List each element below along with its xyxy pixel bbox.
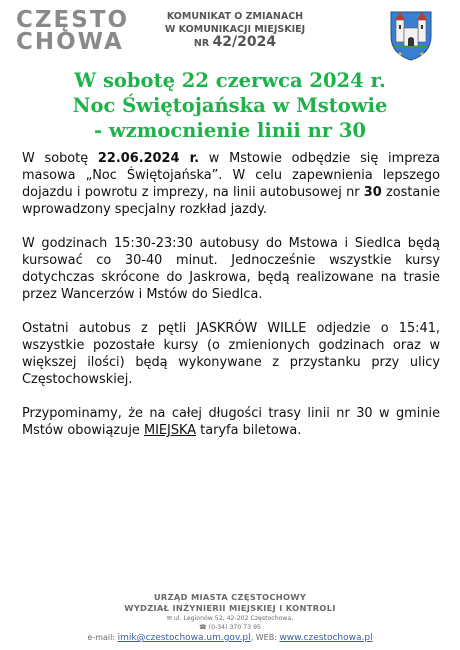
paragraph-3: Ostatni autobus z pętli JASKRÓW WILLE odjedzie o 15:41, wszystkie pozostałe kursy (o zmienionych godzinach oraz w większej ilości) będą wykonywane z przystanku przy ulicy Częstochowskiej. [22, 321, 440, 387]
notice-line-1: KOMUNIKAT O ZMIANACH [166, 11, 304, 22]
title-line-3: - wzmocnienie linii nr 30 [93, 119, 366, 142]
footer-department: WYDZIAŁ INŻYNIERII MIEJSKIEJ I KONTROLI [124, 603, 336, 613]
p1-text-b: w Mstowie odbędzie się impreza masowa „Noc Świętojańska”. W celu zapewnienia lepszego dojazdu i powrotu z imprezy, na linii autobusowej nr [22, 151, 440, 200]
tariff-name: MIEJSKA [143, 423, 197, 438]
p4-text-a: Przypominamy, że na całej długości trasy linii nr 30 w gminie Mstów obowiązuje [22, 406, 440, 438]
announcement-title [20, 68, 440, 143]
logo-line-1: CZĘSTO [16, 7, 130, 33]
p1-text-c: zostanie wprowadzony specjalny rozkład jazdy. [22, 185, 441, 217]
notice-nr-prefix: NR [193, 38, 210, 49]
notice-number: 42/2024 [212, 34, 277, 50]
city-logo [16, 8, 141, 54]
p4-text-b: taryfa biletowa. [196, 423, 302, 438]
email-label: e-mail: [87, 633, 118, 642]
footer-office: URZĄD MIASTA CZĘSTOCHOWY [153, 592, 307, 602]
paragraph-2: W godzinach 15:30-23:30 autobusy do Mstowa i Siedlca będą kursować co 30-40 minut. Jednocześnie wszystkie kursy dotychczas skrócone do Jaskrowa, będą realizowane na trasie przez Wancerzów i Mstów do Siedlca. [22, 236, 440, 302]
footer-phone: ☎ (0-34) 370 73 95 [198, 624, 261, 631]
website-link[interactable]: www.czestochowa.pl [279, 633, 373, 643]
footer [40, 592, 420, 644]
notice-header [155, 10, 315, 50]
notice-number-row [155, 36, 315, 50]
footer-contact [40, 632, 420, 644]
line-number: 30 [363, 185, 382, 200]
coat-of-arms-icon [388, 6, 434, 62]
web-label: , WEB: [250, 633, 280, 642]
email-link[interactable]: imik@czestochowa.um.gov.pl [117, 633, 251, 643]
announcement-body [22, 150, 440, 456]
title-line-2: Noc Świętojańska w Mstowie [72, 94, 388, 117]
paragraph-1 [22, 150, 440, 218]
footer-address: ✉ ul. Legionów 52, 42-202 Częstochowa, [166, 615, 294, 622]
notice-line-2: W KOMUNIKACJI MIEJSKIEJ [164, 24, 306, 35]
p1-text-a: W sobotę [22, 151, 98, 166]
logo-line-2: CHOWA [16, 29, 124, 55]
title-line-1: W sobotę 22 czerwca 2024 r. [74, 69, 386, 92]
event-date: 22.06.2024 r. [97, 151, 200, 166]
paragraph-4 [22, 405, 440, 439]
